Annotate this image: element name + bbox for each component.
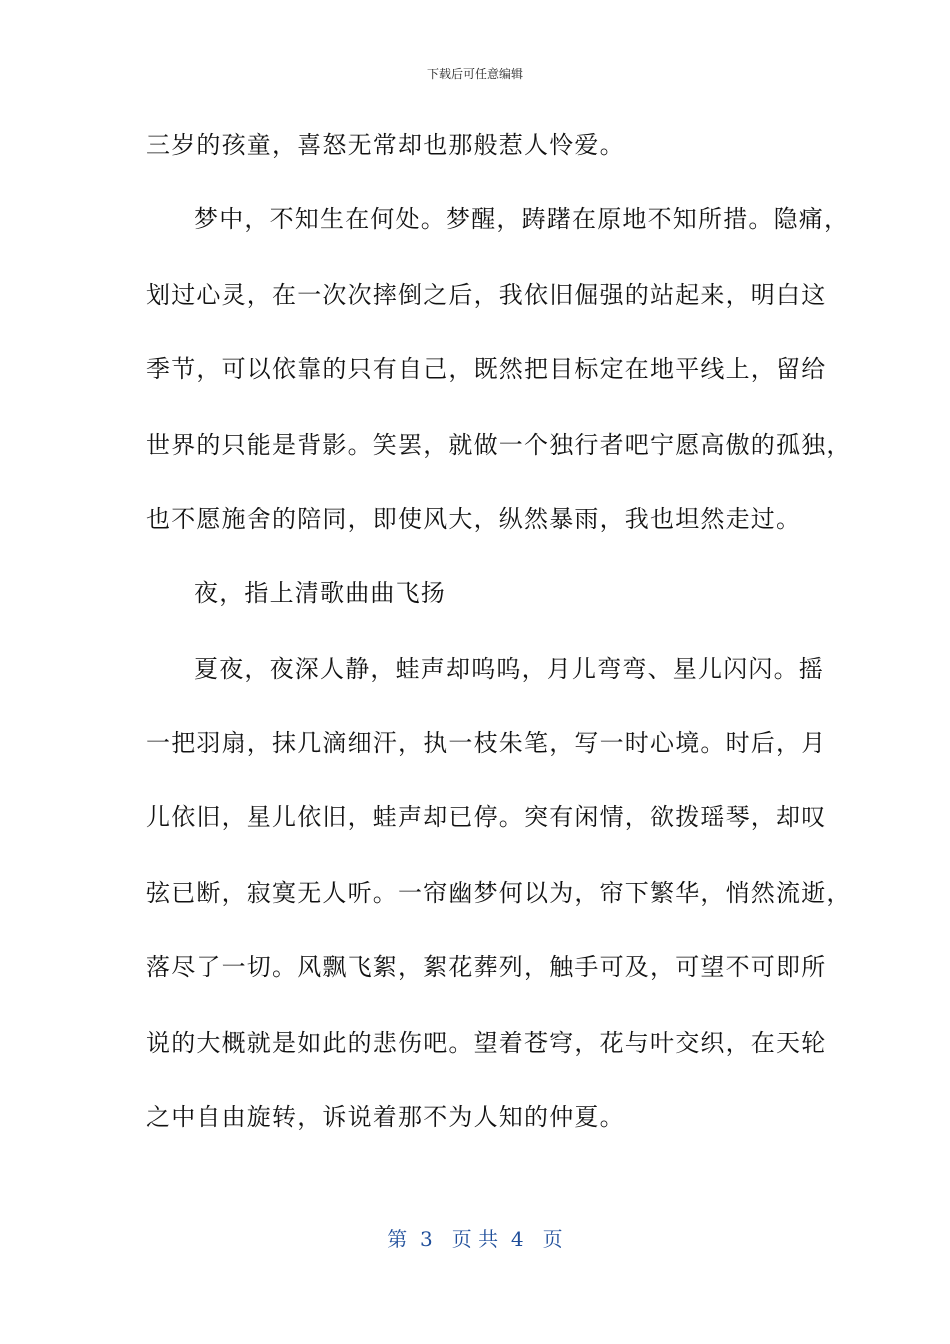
body-text-line: 也不愿施舍的陪同，即使风大，纵然暴雨，我也坦然走过。 [146, 505, 802, 533]
body-text-line: 之中自由旋转，诉说着那不为人知的仲夏。 [146, 1103, 625, 1131]
body-text-line: 夏夜，夜深人静，蛙声却呜呜，月儿弯弯、星儿闪闪。摇 [194, 655, 824, 683]
body-text-line: 弦已断，寂寞无人听。一帘幽梦何以为，帘下繁华，悄然流逝， [146, 879, 852, 907]
body-text-line: 世界的只能是背影。笑罢，就做一个独行者吧宁愿高傲的孤独， [146, 431, 852, 459]
page-header: 下载后可任意编辑 [426, 67, 523, 81]
page-number-footer: 第 3 页 共 4 页 [387, 1227, 563, 1251]
body-text-line: 说的大概就是如此的悲伤吧。望着苍穹，花与叶交织，在天轮 [146, 1029, 827, 1057]
section-heading: 夜，指上清歌曲曲飞扬 [194, 579, 446, 607]
body-text-line: 落尽了一切。风飘飞絮，絮花葬列，触手可及，可望不可即所 [146, 953, 827, 981]
body-text-line: 三岁的孩童，喜怒无常却也那般惹人怜爱。 [146, 131, 625, 159]
body-text-line: 划过心灵，在一次次摔倒之后，我依旧倔强的站起来，明白这 [146, 281, 827, 309]
body-text-line: 一把羽扇，抹几滴细汗，执一枝朱笔，写一时心境。时后，月 [146, 729, 827, 757]
body-text-line: 梦中，不知生在何处。梦醒，踌躇在原地不知所措。隐痛， [194, 205, 850, 233]
body-text-line: 儿依旧，星儿依旧，蛙声却已停。突有闲情，欲拨瑶琴，却叹 [146, 803, 827, 831]
body-text-line: 季节，可以依靠的只有自己，既然把目标定在地平线上，留给 [146, 355, 827, 383]
